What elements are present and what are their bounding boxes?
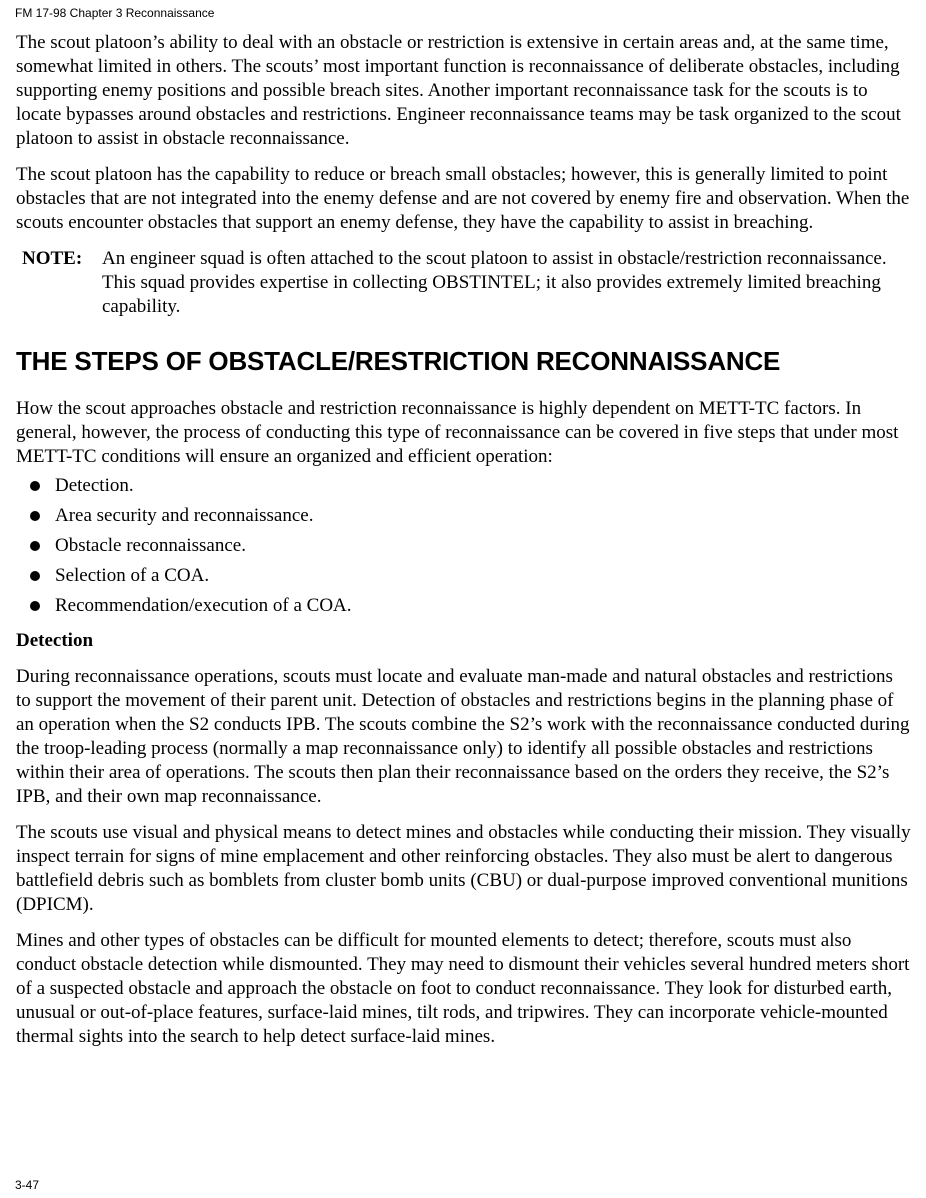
list-item [30,531,912,561]
bullet-icon [30,571,40,581]
step-text: Area security and reconnaissance. [55,505,314,526]
section-intro: How the scout approaches obstacle and restriction reconnaissance is highly dependent on METT-TC factors. In general, however, the process of conducting this type of reconnaissance can be covered in five steps that under most METT-TC conditions will ensure an organized and efficient operation: [16,398,899,467]
step-text: Detection. [55,475,134,496]
bullet-icon [30,481,40,491]
note-block [22,247,912,319]
intro-paragraph-1: The scout platoon’s ability to deal with an obstacle or restriction is extensive in certain areas and, at the same time, somewhat limited in others. The scouts’ most important function is reconnaissance of deliberate obstacles, including supporting enemy positions and possible breach sites. Another important reconnaissance task for the scouts is to locate bypasses around obstacles and restrictions. Engineer reconnaissance teams may be task organized to the scout platoon to assist in obstacle reconnaissance. [16,32,901,149]
subheading-detection: Detection [16,630,94,651]
note-label: NOTE: [22,248,83,269]
step-text: Recommendation/execution of a COA. [55,595,352,616]
detection-paragraph-1: During reconnaissance operations, scouts must locate and evaluate man-made and natural obstacles and restrictions to support the movement of their parent unit. Detection of obstacles and restrictions begins in the planning phase of an operation when the S2 conducts IPB. The scouts combine the S2’s work with the reconnaissance conducted during the troop-leading process (normally a map reconnaissance only) to identify all possible obstacles and restrictions within their area of operations. The scouts then plan their reconnaissance based on the orders they receive, the S2’s IPB, and their own map reconnaissance. [16,666,910,807]
page-number: 3-47 [15,1178,40,1192]
detection-paragraph-3: Mines and other types of obstacles can be difficult for mounted elements to detect; therefore, scouts must also conduct obstacle detection while dismounted. They may need to dismount their vehicles several hundred meters short of a suspected obstacle and approach the obstacle on foot to conduct reconnaissance. They look for disturbed earth, unusual or out-of-place features, surface-laid mines, tilt rods, and tripwires. They can incorporate vehicle-mounted thermal sights into the search to help detect surface-laid mines. [16,930,910,1047]
detection-paragraph-2: The scouts use visual and physical means to detect mines and obstacles while conducting their mission. They visually inspect terrain for signs of mine emplacement and other reinforcing obstacles. They also must be alert to dangerous battlefield debris such as bomblets from cluster bomb units (CBU) or dual-purpose improved conventional munitions (DPICM). [16,822,911,915]
bullet-icon [30,511,40,521]
list-item [30,561,912,591]
running-head: FM 17-98 Chapter 3 Reconnaissance [15,6,215,20]
list-item [30,591,912,621]
bullet-icon [30,601,40,611]
intro-paragraph-2: The scout platoon has the capability to reduce or breach small obstacles; however, this is generally limited to point obstacles that are not integrated into the enemy defense and are not covered by enemy fire and observation. When the scouts encounter obstacles that support an enemy defense, they have the capability to assist in breaching. [16,164,910,233]
page-body [16,31,912,1061]
steps-list [16,471,912,621]
step-text: Obstacle reconnaissance. [55,535,246,556]
step-text: Selection of a COA. [55,565,210,586]
list-item [30,501,912,531]
bullet-icon [30,541,40,551]
section-heading: THE STEPS OF OBSTACLE/RESTRICTION RECONNAISSANCE [16,346,781,376]
note-text: An engineer squad is often attached to the scout platoon to assist in obstacle/restriction reconnaissance. This squad provides expertise in collecting OBSTINTEL; it also provides extremely limited breaching capability. [102,248,887,317]
list-item [30,471,912,501]
